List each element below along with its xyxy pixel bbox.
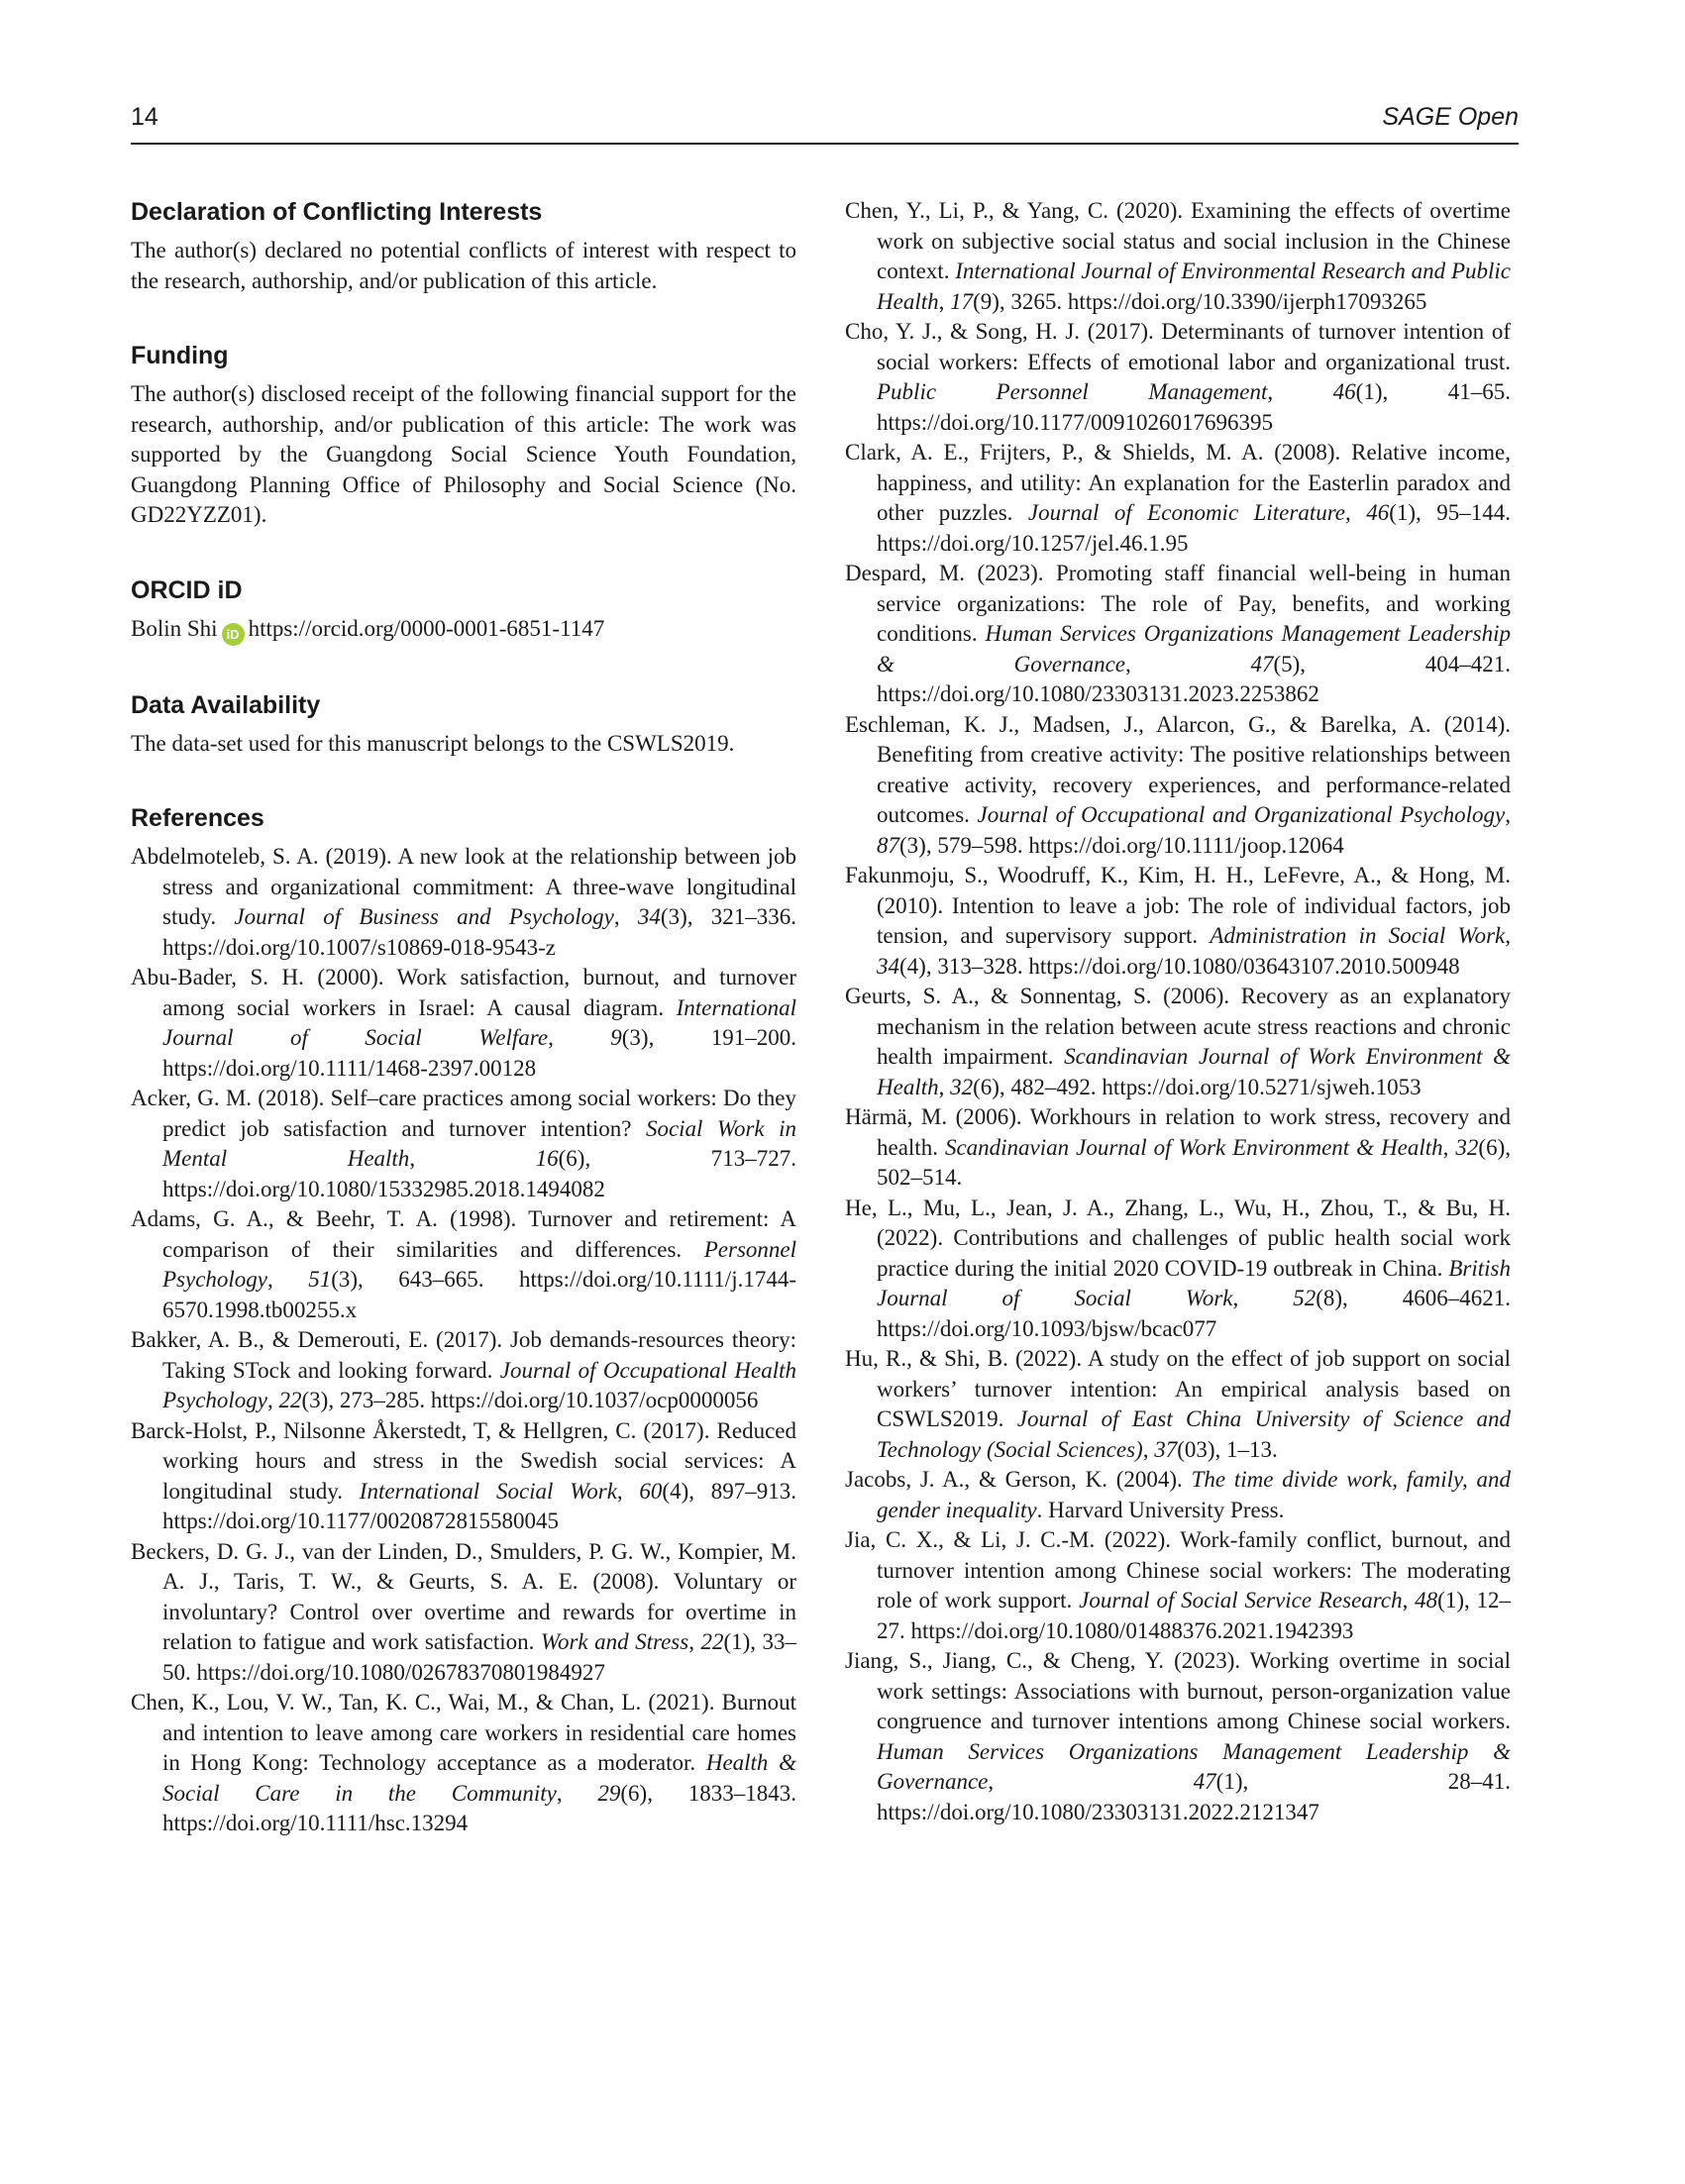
reference-text: (1), 95–144. https://doi.org/10.1257/jel.46.1.95 (877, 500, 1511, 556)
reference-journal: Administration in Social Work (1210, 923, 1506, 948)
reference-volume: 47 (1250, 651, 1274, 676)
references-heading: References (131, 804, 264, 832)
reference-journal: Scandinavian Journal of Work Environment & Health (944, 1134, 1443, 1160)
reference-text: , (556, 1780, 598, 1806)
reference-journal: Health & Social Care in the Community (162, 1750, 796, 1806)
reference-journal: Journal of Business and Psychology (234, 904, 614, 929)
reference-text: (6), 713–727. https://doi.org/10.1080/15332985.2018.1494082 (162, 1146, 797, 1201)
reference-volume: 22 (700, 1629, 724, 1654)
reference-journal: Journal of East China University of Science and Technology (Social Sciences) (877, 1406, 1512, 1462)
section-heading: Data Availability (131, 690, 321, 719)
orcid-link[interactable]: https://orcid.org/0000-0001-6851-1147 (248, 615, 605, 641)
reference-text: (4), 313–328. https://doi.org/10.1080/03643107.2010.500948 (899, 953, 1460, 979)
reference-item (131, 1537, 796, 1689)
reference-text: , (1345, 500, 1367, 525)
section-heading: Funding (131, 342, 229, 369)
reference-journal: Human Services Organizations Management Leadership & Governance (877, 621, 1511, 676)
reference-text: , (1442, 1134, 1456, 1160)
reference-text: Jiang, S., Jiang, C., & Cheng, Y. (2023). Working overtime in social work settings: Associations with burnout, person-organization value congruence and turnover intentions among Chinese social workers. (845, 1648, 1511, 1733)
reference-text: (8), 4606–4621. https://doi.org/10.1093/bjsw/bcac077 (877, 1286, 1512, 1341)
reference-text: , (613, 904, 638, 929)
reference-journal: Public Personnel Management (877, 379, 1268, 404)
section-conflicts (131, 196, 796, 296)
reference-text: (1), 28–41. https://doi.org/10.1080/23303131.2022.2121347 (877, 1769, 1511, 1824)
reference-text: (03), 1–13. (1177, 1436, 1278, 1462)
reference-text: , (616, 1478, 640, 1504)
section-text: The author(s) declared no potential conflicts of interest with respect to the research, authorship, and/or publication of this article. (131, 238, 796, 293)
reference-item (845, 1646, 1511, 1827)
reference-item (131, 963, 796, 1084)
section-funding (131, 340, 796, 531)
reference-item (845, 317, 1511, 438)
reference-text: Chen, Y., Li, P., & Yang, C. (2020). Examining the effects of overtime work on subjective social status and social inclusion in the Chinese context. (845, 198, 1511, 283)
reference-text: (4), 897–913. https://doi.org/10.1177/0020872815580045 (162, 1478, 797, 1533)
reference-volume: 87 (877, 832, 899, 858)
reference-volume: 46 (1366, 500, 1390, 525)
reference-journal: Personnel Psychology (162, 1236, 796, 1292)
reference-text: , (938, 1074, 951, 1099)
reference-text: Barck-Holst, P., Nilsonne Åkerstedt, T, & Hellgren, C. (2017). Reduced working hours and stress in the Swedish social services: A longitudinal study. (131, 1417, 796, 1504)
reference-text: , (267, 1267, 309, 1292)
reference-text: Cho, Y. J., & Song, H. J. (2017). Determinants of turnover intention of social workers: Effects of emotional labor and organizational trust. (845, 319, 1511, 374)
reference-journal: Human Services Organizations Management Leadership & Governance (877, 1738, 1511, 1794)
reference-journal: Journal of Economic Literature (1027, 500, 1346, 525)
reference-journal: Social Work in Mental Health (162, 1115, 796, 1171)
section-heading: ORCID iD (131, 575, 243, 604)
reference-item (131, 1204, 796, 1325)
page-number: 14 (131, 103, 158, 131)
reference-text: Fakunmoju, S., Woodruff, K., Kim, H. H., LeFevre, A., & Hong, M. (2010). Intention to leave a job: The role of individual factors, job tension, and supervisory support. (845, 863, 1511, 948)
reference-item (845, 1525, 1511, 1646)
reference-item (845, 196, 1511, 317)
reference-text: Clark, A. E., Frijters, P., & Shields, M. A. (2008). Relative income, happiness, and utility: An explanation for the Easterlin paradox and other puzzles. (845, 440, 1511, 525)
reference-text: Hu, R., & Shi, B. (2022). A study on the effect of job support on social workers’ turnover intention: An empirical analysis based on CSWLS2019. (845, 1346, 1511, 1431)
reference-text: (3), 191–200. https://doi.org/10.1111/1468-2397.00128 (162, 1025, 796, 1081)
reference-journal: International Journal of Environmental Research and Public Health (877, 259, 1511, 314)
reference-volume: 32 (1455, 1134, 1479, 1160)
right-column (845, 196, 1511, 1827)
reference-journal: Journal of Social Service Research (1079, 1588, 1403, 1612)
reference-text: (3), 273–285. https://doi.org/10.1037/ocp0000056 (301, 1388, 759, 1412)
reference-text: , (548, 1025, 611, 1050)
reference-text: , (1232, 1286, 1294, 1310)
reference-text: (1), 33–50. https://doi.org/10.1080/02678370801984927 (162, 1629, 797, 1685)
reference-volume: 29 (597, 1780, 621, 1806)
reference-item (131, 1416, 796, 1537)
reference-text: Geurts, S. A., & Sonnentag, S. (2006). Recovery as an explanatory mechanism in the relation between acute stress reactions and chronic health impairment. (845, 984, 1511, 1069)
reference-text: , (1142, 1436, 1155, 1462)
reference-volume: 48 (1415, 1588, 1438, 1612)
reference-item (131, 842, 796, 963)
reference-text: Acker, G. M. (2018). Self–care practices among social workers: Do they predict job satisfaction and turnover intention? (131, 1086, 796, 1141)
reference-volume: 32 (950, 1074, 974, 1099)
reference-volume: 34 (877, 953, 899, 979)
reference-journal: British Journal of Social Work (877, 1255, 1511, 1310)
reference-text: Härmä, M. (2006). Workhours in relation to work stress, recovery and health. (845, 1104, 1511, 1160)
reference-text: , (267, 1388, 279, 1412)
references-list-left (131, 842, 796, 1839)
reference-text: Bakker, A. B., & Demerouti, E. (2017). Job demands-resources theory: Taking STock and looking forward. (131, 1327, 796, 1383)
reference-item (131, 1688, 796, 1839)
reference-text: , (409, 1146, 536, 1171)
reference-text: Beckers, D. G. J., van der Linden, D., Smulders, P. G. W., Kompier, M. A. J., Taris, T. W., & Geurts, S. A. E. (2008). Voluntary or involuntary? Control over overtime and rewards for overtime in relation to fatigue and work satisfaction. (131, 1538, 796, 1654)
orcid-icon: iD (222, 623, 245, 646)
reference-volume: 51 (308, 1267, 332, 1292)
reference-item (845, 559, 1511, 710)
reference-text: . Harvard University Press. (1036, 1497, 1285, 1522)
reference-journal: The time divide work, family, and gender inequality (877, 1467, 1511, 1522)
reference-volume: 47 (1193, 1769, 1216, 1794)
section-text: The author(s) disclosed receipt of the following financial support for the research, authorship, and/or publication of this article: The work was supported by the Guangdong Social Science Youth Foundation, Guangdong Planning Office of Philosophy and Social Science (No. GD22YZZ01). (131, 381, 796, 527)
reference-text: , (1267, 379, 1333, 404)
reference-text: Adams, G. A., & Beehr, T. A. (1998). Turnover and retirement: A comparison of their similarities and differences. (131, 1206, 796, 1262)
reference-volume: 46 (1332, 379, 1356, 404)
reference-item (131, 1325, 796, 1416)
reference-item (845, 1465, 1511, 1525)
reference-volume: 37 (1154, 1436, 1178, 1462)
reference-item (845, 861, 1511, 982)
reference-item (845, 982, 1511, 1102)
section-text: The data-set used for this manuscript belongs to the CSWLS2019. (131, 730, 735, 756)
reference-journal: Scandinavian Journal of Work Environment & Health (877, 1044, 1511, 1099)
reference-text: (6), 502–514. (877, 1134, 1511, 1190)
reference-journal: International Social Work (359, 1478, 617, 1504)
reference-journal: Journal of Occupational Health Psychology (162, 1357, 796, 1412)
reference-text: , (688, 1629, 701, 1654)
reference-volume: 52 (1293, 1286, 1316, 1310)
reference-text: , (1402, 1588, 1416, 1612)
reference-text: (3), 579–598. https://doi.org/10.1111/joop.12064 (899, 832, 1344, 858)
section-data-availability (131, 689, 796, 760)
reference-item (845, 1194, 1511, 1345)
reference-text: (6), 1833–1843. https://doi.org/10.1111/hsc.13294 (162, 1780, 796, 1835)
reference-text: (6), 482–492. https://doi.org/10.5271/sjweh.1053 (973, 1074, 1422, 1099)
section-heading: Declaration of Conflicting Interests (131, 198, 543, 226)
reference-journal: International Journal of Social Welfare (162, 994, 796, 1050)
page-header (131, 103, 1519, 145)
reference-volume: 22 (278, 1388, 302, 1412)
reference-text: Abdelmoteleb, S. A. (2019). A new look at the relationship between job stress and organizational commitment: A three-wave longitudinal study. (131, 844, 796, 929)
reference-text: , (1505, 802, 1511, 827)
reference-text: Jacobs, J. A., & Gerson, K. (2004). (845, 1467, 1192, 1492)
orcid-line (131, 614, 796, 646)
reference-text: (5), 404–421. https://doi.org/10.1080/23303131.2023.2253862 (877, 651, 1511, 706)
reference-text: (9), 3265. https://doi.org/10.3390/ijerph17093265 (973, 288, 1427, 314)
reference-journal: Work and Stress (540, 1629, 689, 1654)
reference-text: (1), 41–65. https://doi.org/10.1177/0091026017696395 (877, 379, 1512, 435)
reference-item (845, 710, 1511, 862)
reference-item (845, 1102, 1511, 1194)
reference-text: , (1125, 651, 1251, 676)
reference-text: Chen, K., Lou, V. W., Tan, K. C., Wai, M., & Chan, L. (2021). Burnout and intention to leave among care workers in residential care homes in Hong Kong: Technology acceptance as a moderator. (131, 1690, 796, 1775)
reference-volume: 9 (610, 1025, 622, 1050)
reference-volume: 34 (637, 904, 661, 929)
reference-text: , (988, 1769, 1194, 1794)
left-column (131, 196, 796, 1839)
reference-text: Abu-Bader, S. H. (2000). Work satisfaction, burnout, and turnover among social workers in Israel: A causal diagram. (131, 965, 796, 1020)
reference-text: (1), 12–27. https://doi.org/10.1080/01488376.2021.1942393 (877, 1588, 1512, 1643)
reference-text: , (938, 288, 951, 314)
reference-text: Jia, C. X., & Li, J. C.-M. (2022). Work-family conflict, burnout, and turnover intention among Chinese social workers: The moderating role of work support. (845, 1527, 1511, 1612)
references-list-right (845, 196, 1511, 1827)
reference-item (845, 1344, 1511, 1465)
reference-text: He, L., Mu, L., Jean, J. A., Zhang, L., Wu, H., Zhou, T., & Bu, H. (2022). Contributions and challenges of public health social work practice during the initial 2020 COVID-19 outbreak in China. (845, 1195, 1511, 1281)
reference-volume: 17 (950, 288, 974, 314)
reference-volume: 60 (639, 1478, 663, 1504)
reference-volume: 16 (535, 1146, 559, 1171)
reference-item (845, 438, 1511, 559)
reference-text: , (1505, 923, 1511, 948)
reference-text: Despard, M. (2023). Promoting staff financial well-being in human service organizations: The role of Pay, benefits, and working conditions. (845, 561, 1511, 646)
reference-text: (3), 321–336. https://doi.org/10.1007/s10869-018-9543-z (162, 904, 796, 960)
reference-item (131, 1084, 796, 1204)
section-orcid (131, 574, 796, 646)
reference-text: (3), 643–665. https://doi.org/10.1111/j.1744-6570.1998.tb00255.x (162, 1267, 796, 1322)
reference-journal: Journal of Occupational and Organizational Psychology (977, 802, 1506, 827)
journal-name: SAGE Open (1382, 103, 1519, 131)
author-name: Bolin Shi (131, 615, 218, 641)
reference-text: Eschleman, K. J., Madsen, J., Alarcon, G., & Barelka, A. (2014). Benefiting from creative activity: The positive relationships between creative activity, recovery experiences, and performance-related outcomes. (845, 711, 1511, 827)
